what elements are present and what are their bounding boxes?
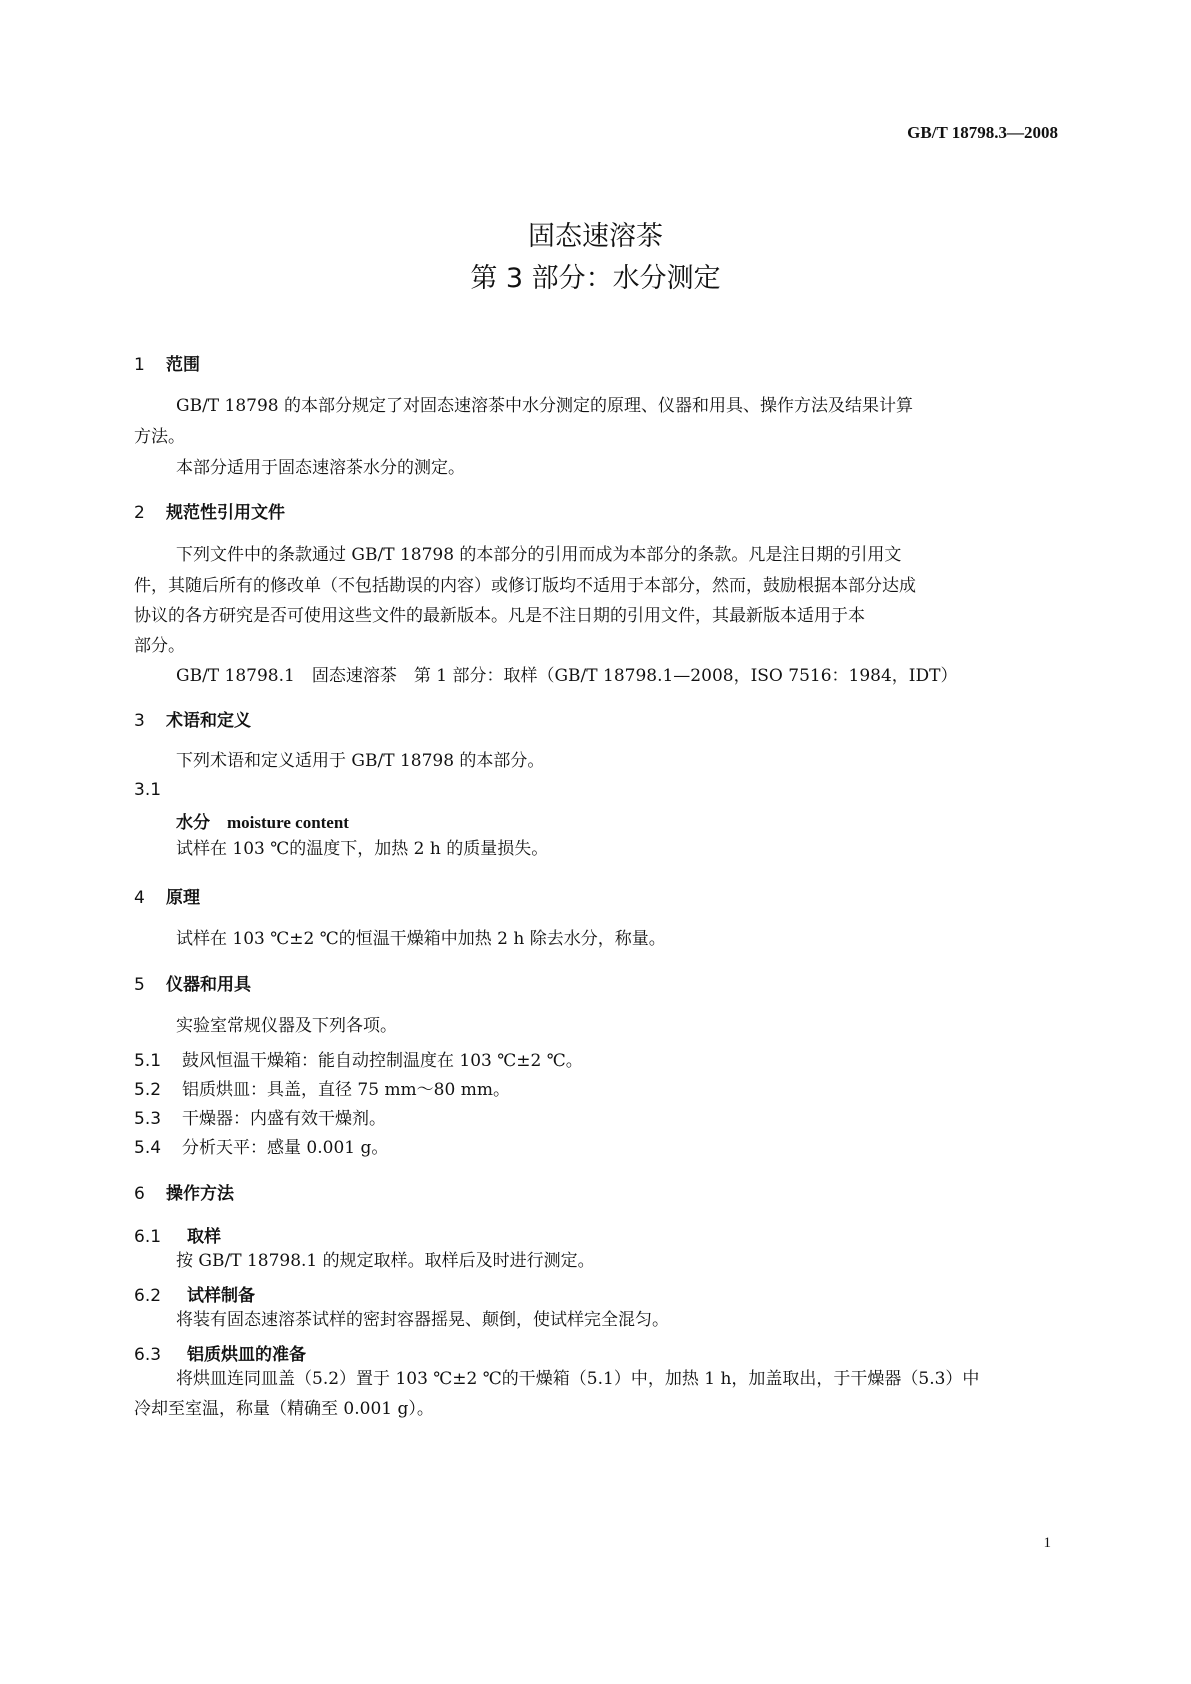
item-number: 5.1	[134, 1051, 162, 1071]
subsection-title: 试样制备	[187, 1286, 255, 1306]
item-text: 鼓风恒温干燥箱：能自动控制温度在 103 ℃±2 ℃。	[182, 1051, 583, 1071]
page-number: 1	[1043, 1535, 1051, 1551]
section-4-heading	[134, 883, 200, 908]
section-2-heading	[134, 498, 285, 523]
item-text: 铝质烘皿：具盖，直径 75 mm～80 mm。	[182, 1080, 510, 1100]
section-number: 5	[134, 975, 145, 995]
paragraph-line: 件，其随后所有的修改单（不包括勘误的内容）或修订版均不适用于本部分，然而，鼓励根据本部分达成	[134, 576, 916, 596]
subsection-number: 3.1	[134, 780, 162, 800]
subsection-title: 取样	[187, 1227, 221, 1247]
paragraph-line: 将烘皿连同皿盖（5.2）置于 103 ℃±2 ℃的干燥箱（5.1）中，加热 1 h，加盖取出，于干燥器（5.3）中	[176, 1369, 980, 1389]
list-item	[134, 1133, 388, 1158]
item-number: 5.4	[134, 1138, 162, 1158]
subsection-6-3-heading	[134, 1340, 306, 1365]
document-subtitle: 第 3 部分：水分测定	[470, 263, 721, 294]
section-number: 3	[134, 711, 145, 731]
standard-number: GB/T 18798.3—2008	[907, 123, 1058, 142]
paragraph: 将装有固态速溶茶试样的密封容器摇晃、颠倒，使试样完全混匀。	[176, 1310, 669, 1330]
paragraph-line: GB/T 18798 的本部分规定了对固态速溶茶中水分测定的原理、仪器和用具、操作方法及结果计算	[176, 396, 914, 416]
paragraph-line: 方法。	[134, 427, 185, 447]
section-title: 规范性引用文件	[166, 503, 285, 523]
section-number: 2	[134, 503, 145, 523]
paragraph-line: 部分。	[134, 636, 185, 656]
section-number: 4	[134, 888, 145, 908]
subsection-6-2-heading	[134, 1281, 255, 1306]
paragraph: 下列术语和定义适用于 GB/T 18798 的本部分。	[176, 751, 545, 771]
section-title: 原理	[166, 888, 200, 908]
section-number: 1	[134, 355, 145, 375]
section-6-heading	[134, 1179, 234, 1204]
list-item	[134, 1075, 510, 1100]
section-number: 6	[134, 1184, 145, 1204]
section-title: 仪器和用具	[166, 975, 251, 995]
section-3-heading	[134, 706, 251, 731]
list-item	[134, 1046, 583, 1071]
section-title: 操作方法	[166, 1184, 234, 1204]
document-title: 固态速溶茶	[528, 221, 663, 252]
term-entry: 水分 moisture content	[176, 813, 349, 832]
item-text: 分析天平：感量 0.001 g。	[182, 1138, 389, 1158]
paragraph: 实验室常规仪器及下列各项。	[176, 1016, 397, 1036]
term-definition: 试样在 103 ℃的温度下，加热 2 h 的质量损失。	[176, 839, 549, 859]
subsection-number: 6.2	[134, 1286, 162, 1306]
section-title: 范围	[166, 355, 200, 375]
subsection-title: 铝质烘皿的准备	[187, 1345, 306, 1365]
item-number: 5.3	[134, 1109, 162, 1129]
normative-reference: GB/T 18798.1 固态速溶茶 第 1 部分：取样（GB/T 18798.1—2008，ISO 7516：1984，IDT）	[176, 666, 958, 686]
item-text: 干燥器：内盛有效干燥剂。	[182, 1109, 386, 1129]
item-number: 5.2	[134, 1080, 162, 1100]
paragraph-line: 冷却至室温，称量（精确至 0.001 g）。	[134, 1399, 434, 1419]
paragraph-line: 协议的各方研究是否可使用这些文件的最新版本。凡是不注日期的引用文件，其最新版本适用于本	[134, 606, 865, 626]
paragraph: 试样在 103 ℃±2 ℃的恒温干燥箱中加热 2 h 除去水分，称量。	[176, 929, 666, 949]
section-1-heading	[134, 350, 200, 375]
paragraph-line: 下列文件中的条款通过 GB/T 18798 的本部分的引用而成为本部分的条款。凡是注日期的引用文	[176, 545, 902, 565]
section-5-heading	[134, 970, 251, 995]
paragraph: 按 GB/T 18798.1 的规定取样。取样后及时进行测定。	[176, 1251, 595, 1271]
section-title: 术语和定义	[166, 711, 251, 731]
paragraph: 本部分适用于固态速溶茶水分的测定。	[176, 458, 465, 478]
subsection-number: 6.1	[134, 1227, 162, 1247]
subsection-6-1-heading	[134, 1222, 221, 1247]
subsection-number: 6.3	[134, 1345, 162, 1365]
list-item	[134, 1104, 386, 1129]
